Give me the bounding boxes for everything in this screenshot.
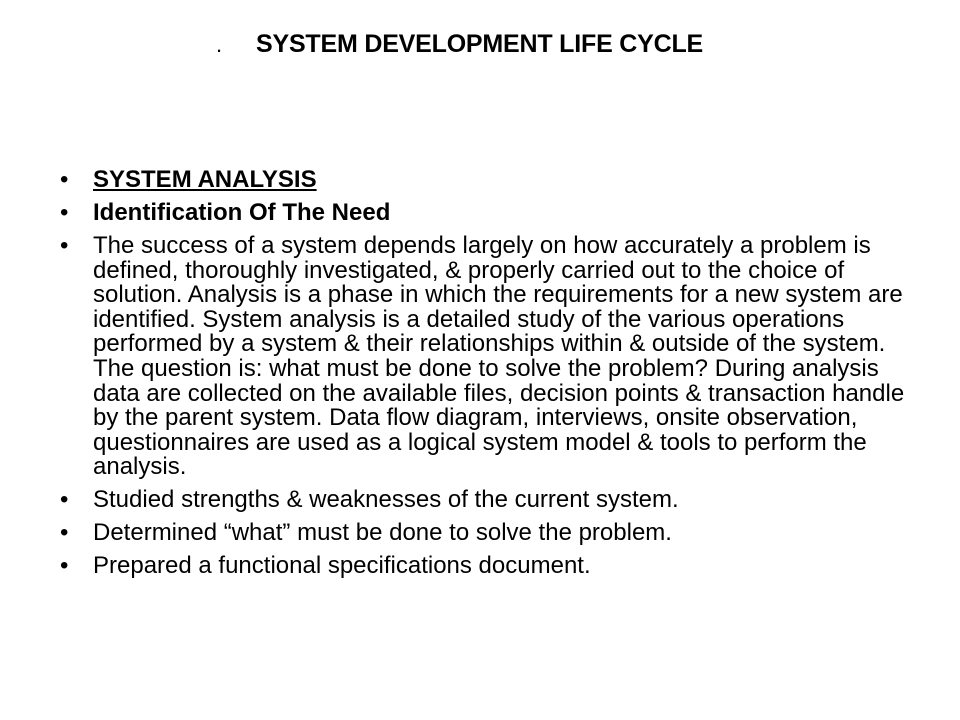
bullet-text: Determined “what” must be done to solve the problem. [93, 519, 672, 547]
bullet-text: Prepared a functional specifications document. [93, 552, 591, 580]
title-prefix: . [216, 32, 223, 57]
bullet-dot: • [60, 486, 69, 514]
description-paragraph: The success of a system depends largely on how accurately a problem is defined, thoroughly investigated, & properly carried out to the choice of solution. Analysis is a phase in which the requirements for a new system are identified. System analysis is a detailed study of the various operations performed by a system & their relationships within & outside of the system. The question is: what must be done to solve the problem? During analysis data are collected on the available files, decision points & transaction handle by the parent system. Data flow diagram, interviews, onsite observation, questionnaires are used as a logical system model & tools to perform the analysis. [93, 231, 905, 481]
bullet-dot: • [60, 166, 69, 193]
bullet-item-description [60, 231, 920, 481]
bullet-item-strengths [60, 488, 920, 513]
bullet-dot: • [60, 552, 69, 580]
bullet-item-prepared [60, 554, 920, 579]
section-heading: SYSTEM ANALYSIS [93, 166, 317, 193]
bullet-dot: • [60, 231, 69, 259]
subheading: Identification Of The Need [93, 198, 391, 226]
bullet-dot: • [60, 198, 69, 226]
bullet-item-determined [60, 521, 920, 546]
bullet-item-identification [60, 198, 920, 226]
bullet-list [60, 168, 920, 587]
slide-title: SYSTEM DEVELOPMENT LIFE CYCLE [256, 30, 704, 58]
title-row [0, 28, 960, 62]
bullet-item-system-analysis [60, 168, 920, 193]
bullet-text: Studied strengths & weaknesses of the current system. [93, 486, 679, 514]
bullet-dot: • [60, 519, 69, 547]
